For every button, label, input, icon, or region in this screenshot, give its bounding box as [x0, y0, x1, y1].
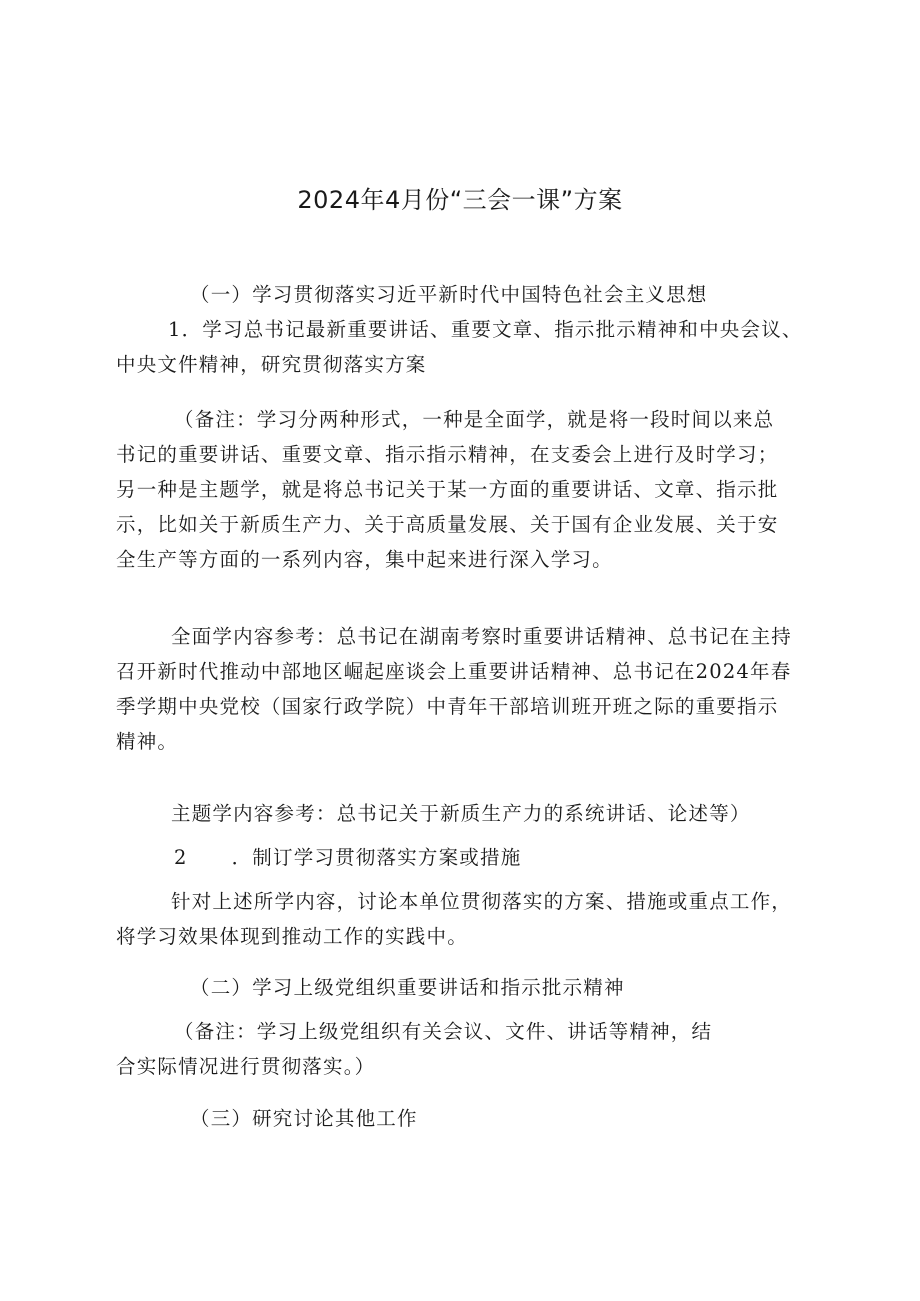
section-2	[116, 970, 821, 1005]
reference-line-1: 全面学内容参考：总书记在湖南考察时重要讲话精神、总书记在主持	[171, 625, 793, 648]
remark-line-1: （备注：学习分两种形式，一种是全面学，就是将一段时间以来总	[174, 408, 775, 431]
item-2-line-2: 将学习效果体现到推动工作的实践中。	[116, 925, 468, 948]
reference-line-3: 季学期中央党校（国家行政学院）中青年干部培训班开班之际的重要指示	[116, 695, 779, 718]
reference-line-2: 召开新时代推动中部地区崛起座谈会上重要讲话精神、总书记在2024年春	[116, 660, 792, 683]
remark-line-2: 书记的重要讲话、重要文章、指示指示精神，在支委会上进行及时学习；	[116, 443, 779, 466]
document-title: 2024年4月份“三会一课”方案	[297, 186, 623, 214]
topic-reference-line: 主题学内容参考：总书记关于新质生产力的系统讲话、论述等）	[171, 802, 751, 825]
item-2	[116, 840, 821, 875]
reference-line-4: 精神。	[116, 730, 179, 753]
item-1-line-1: 1．学习总书记最新重要讲话、重要文章、指示批示精神和中央会议、	[168, 318, 803, 341]
document-body	[116, 277, 821, 382]
item-2-heading	[116, 840, 821, 875]
remark-line-3: 另一种是主题学，就是将总书记关于某一方面的重要讲话、文章、指示批	[116, 478, 779, 501]
section-heading-1: （一）学习贯彻落实习近平新时代中国特色社会主义思想	[190, 283, 708, 306]
reference-paragraph-full	[116, 619, 821, 759]
item-2-line-1: 针对上述所学内容，讨论本单位贯彻落实的方案、措施或重点工作，	[171, 890, 793, 913]
reference-paragraph-topic	[116, 796, 821, 831]
remark-line-4: 示，比如关于新质生产力、关于高质量发展、关于国有企业发展、关于安	[116, 513, 779, 536]
section-2-remark	[116, 1014, 821, 1084]
item-2-text: ．制订学习贯彻落实方案或措施	[231, 846, 522, 869]
section-3	[116, 1101, 821, 1136]
item-1-line-2: 中央文件精神，研究贯彻落实方案	[116, 353, 427, 376]
section-heading-2: （二）学习上级党组织重要讲话和指示批示精神	[190, 976, 625, 999]
item-2-paragraph	[116, 884, 821, 954]
item-2-number: 2	[174, 846, 188, 869]
section-2-remark-line-1: （备注：学习上级党组织有关会议、文件、讲话等精神，结	[174, 1020, 713, 1043]
remark-paragraph	[116, 402, 821, 577]
section-2-remark-line-2: 合实际情况进行贯彻落实。）	[116, 1055, 376, 1078]
remark-line-5: 全生产等方面的一系列内容，集中起来进行深入学习。	[116, 548, 613, 571]
section-heading-3: （三）研究讨论其他工作	[190, 1107, 418, 1130]
